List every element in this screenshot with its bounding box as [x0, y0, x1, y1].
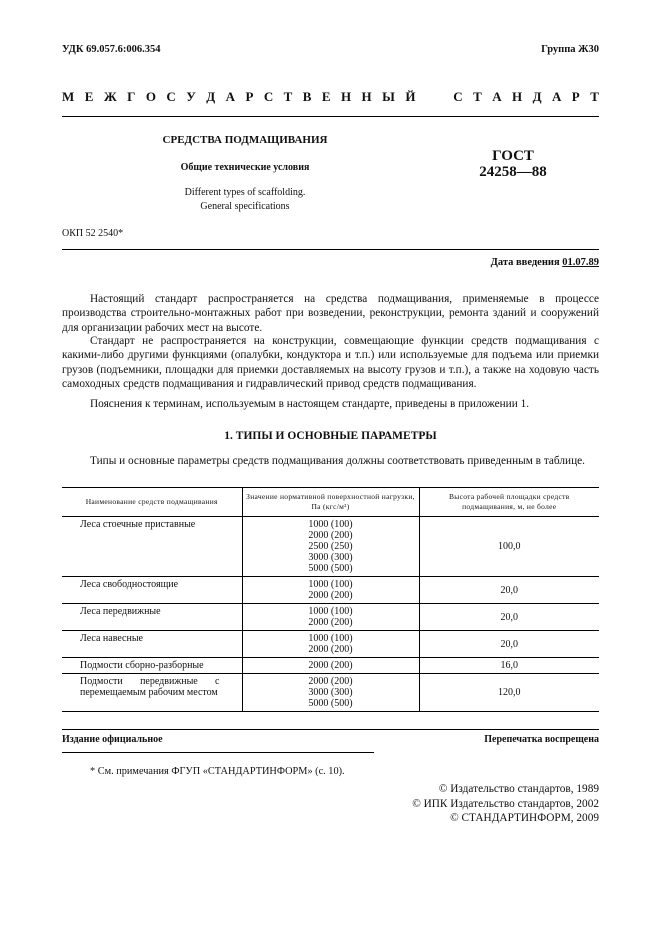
banner-letter: М: [62, 89, 75, 104]
max-height: 16,0: [419, 658, 599, 674]
paragraph-scope: Настоящий стандарт распространяется на средства подмащивания, применяемые в процессе производства строительно-монтажных работ при возведении, реконструкции, ремонта зданий и сооружений для организации рабочих мест на высоте.: [62, 293, 599, 334]
load-value: 1000 (100): [308, 519, 353, 530]
load-value: 1000 (100): [308, 579, 353, 590]
banner-letter: [440, 89, 443, 105]
parameters-table: [62, 487, 599, 712]
copyright-block: [299, 782, 599, 826]
banner-letter: В: [302, 89, 312, 104]
footnote-divider: [62, 752, 374, 753]
banner-letter: Е: [321, 89, 331, 104]
copyright-line: © ИПК Издательство стандартов, 2002: [412, 797, 599, 810]
load-value: 2000 (200): [308, 530, 353, 541]
banner-letter: Т: [473, 89, 482, 104]
english-title: [130, 186, 360, 214]
banner-letter: С: [263, 89, 274, 104]
banner-letter: Т: [283, 89, 293, 104]
udk-code: УДК 69.057.6:006.354: [62, 44, 161, 55]
load-value: 5000 (500): [308, 563, 353, 574]
effective-date: [491, 257, 599, 268]
scaffold-type: Леса передвижные: [80, 606, 161, 617]
load-values: [242, 577, 419, 604]
scaffold-type: Подмости передвижные с перемещаемым рабочим местом: [80, 676, 220, 698]
banner-letter: А: [551, 89, 562, 104]
scaffold-type: Леса свободностоящие: [80, 579, 179, 590]
banner-letter: А: [225, 89, 235, 104]
column-header-height: Высота рабочей площадки средств подмащивания, м, не более: [419, 488, 599, 517]
load-value: 2000 (200): [308, 617, 353, 628]
banner-letter: [426, 89, 429, 105]
max-height: 100,0: [419, 517, 599, 577]
document-subtitle: Общие технические условия: [180, 162, 310, 173]
banner-letter: О: [145, 89, 156, 104]
load-value: 3000 (300): [308, 552, 353, 563]
date-divider: [62, 249, 599, 250]
table-row: [62, 631, 599, 658]
banner-letter: Е: [84, 89, 94, 104]
banner-letter: Ы: [382, 89, 395, 104]
max-height: 20,0: [419, 604, 599, 631]
copyright-line: © СТАНДАРТИНФОРМ, 2009: [450, 812, 599, 824]
banner-letter: Н: [361, 89, 372, 104]
scaffold-type: Леса стоечные приставные: [80, 519, 196, 530]
table-row: [62, 658, 599, 674]
max-height: 20,0: [419, 577, 599, 604]
load-value: 1000 (100): [308, 606, 353, 617]
load-value: 2500 (250): [308, 541, 353, 552]
banner-letter: Т: [590, 89, 599, 104]
load-value: 2000 (200): [308, 590, 353, 601]
english-title-line-2: General specifications: [200, 201, 290, 212]
group-code: Группа Ж30: [541, 44, 599, 55]
banner-letter: Р: [245, 89, 254, 104]
load-value: 1000 (100): [308, 633, 353, 644]
section-heading: 1. ТИПЫ И ОСНОВНЫЕ ПАРАМЕТРЫ: [224, 430, 437, 442]
table-header-row: [62, 488, 599, 517]
column-header-load: Значение нормативной поверхностной нагрузки, Па (кгс/м²): [242, 488, 419, 517]
gost-number: 24258—88: [479, 164, 547, 180]
copyright-line: © Издательство стандартов, 1989: [438, 783, 599, 795]
load-value: 2000 (200): [308, 660, 353, 671]
effective-date-value: 01.07.89: [562, 257, 599, 268]
table-row: [62, 517, 599, 577]
banner-letter: С: [166, 89, 176, 104]
load-value: 2000 (200): [308, 644, 353, 655]
load-values: [242, 631, 419, 658]
gost-label: ГОСТ: [492, 148, 534, 164]
load-value: 5000 (500): [308, 698, 353, 709]
load-value: 3000 (300): [308, 687, 353, 698]
banner-letter: С: [453, 89, 463, 104]
reprint-prohibited: Перепечатка воспрещена: [484, 734, 599, 745]
footnote: * См. примечания ФГУП «СТАНДАРТИНФОРМ» (с. 10).: [90, 766, 345, 777]
table-row: [62, 674, 599, 712]
banner-letter: Н: [340, 89, 352, 104]
scaffold-type: Леса навесные: [80, 633, 143, 644]
banner-letter: Ж: [103, 89, 117, 104]
section-intro: Типы и основные параметры средств подмащивания должны соответствовать приведенным в таблице.: [90, 455, 585, 467]
interstate-standard-banner: [62, 89, 599, 105]
okp-code: ОКП 52 2540*: [62, 228, 124, 239]
banner-letter: Й: [405, 89, 416, 104]
banner-letter: А: [492, 89, 502, 104]
paragraph-terms: Пояснения к терминам, используемым в настоящем стандарте, приведены в приложении 1.: [90, 398, 530, 410]
official-edition: Издание официальное: [62, 734, 163, 745]
load-values: [242, 517, 419, 577]
banner-letter: Р: [571, 89, 580, 104]
load-values: [242, 674, 419, 712]
footer-divider: [62, 729, 599, 730]
banner-letter: Н: [512, 89, 523, 104]
max-height: 20,0: [419, 631, 599, 658]
column-header-name: Наименование средств подмащивания: [85, 497, 218, 506]
banner-letter: Г: [127, 89, 136, 104]
gost-designation: [463, 148, 563, 180]
banner-letter: Д: [532, 89, 542, 104]
load-value: 2000 (200): [308, 676, 353, 687]
header-divider: [62, 116, 599, 117]
document-title: СРЕДСТВА ПОДМАЩИВАНИЯ: [162, 134, 328, 146]
load-values: [242, 604, 419, 631]
english-title-line-1: Different types of scaffolding.: [184, 187, 306, 198]
max-height: 120,0: [419, 674, 599, 712]
table-row: [62, 604, 599, 631]
scaffold-type: Подмости сборно-разборные: [80, 660, 204, 671]
table-row: [62, 577, 599, 604]
load-values: [242, 658, 419, 674]
effective-date-label: Дата введения: [490, 257, 563, 268]
paragraph-exclusions: Стандарт не распространяется на конструкции, совмещающие функции средств подмащивания с какими-либо другими функциями (опалубки, кондуктора и т.п.) или используемые для подъема или приемки грузов (подъемники, площадки для приемки доставляемых на высоту грузов и т.п.), а также на ходовую часть самоходных средств подмащивания и гидравлический привод средств подмащивания.: [62, 335, 599, 390]
banner-letter: Д: [206, 89, 216, 104]
banner-letter: У: [186, 89, 196, 104]
